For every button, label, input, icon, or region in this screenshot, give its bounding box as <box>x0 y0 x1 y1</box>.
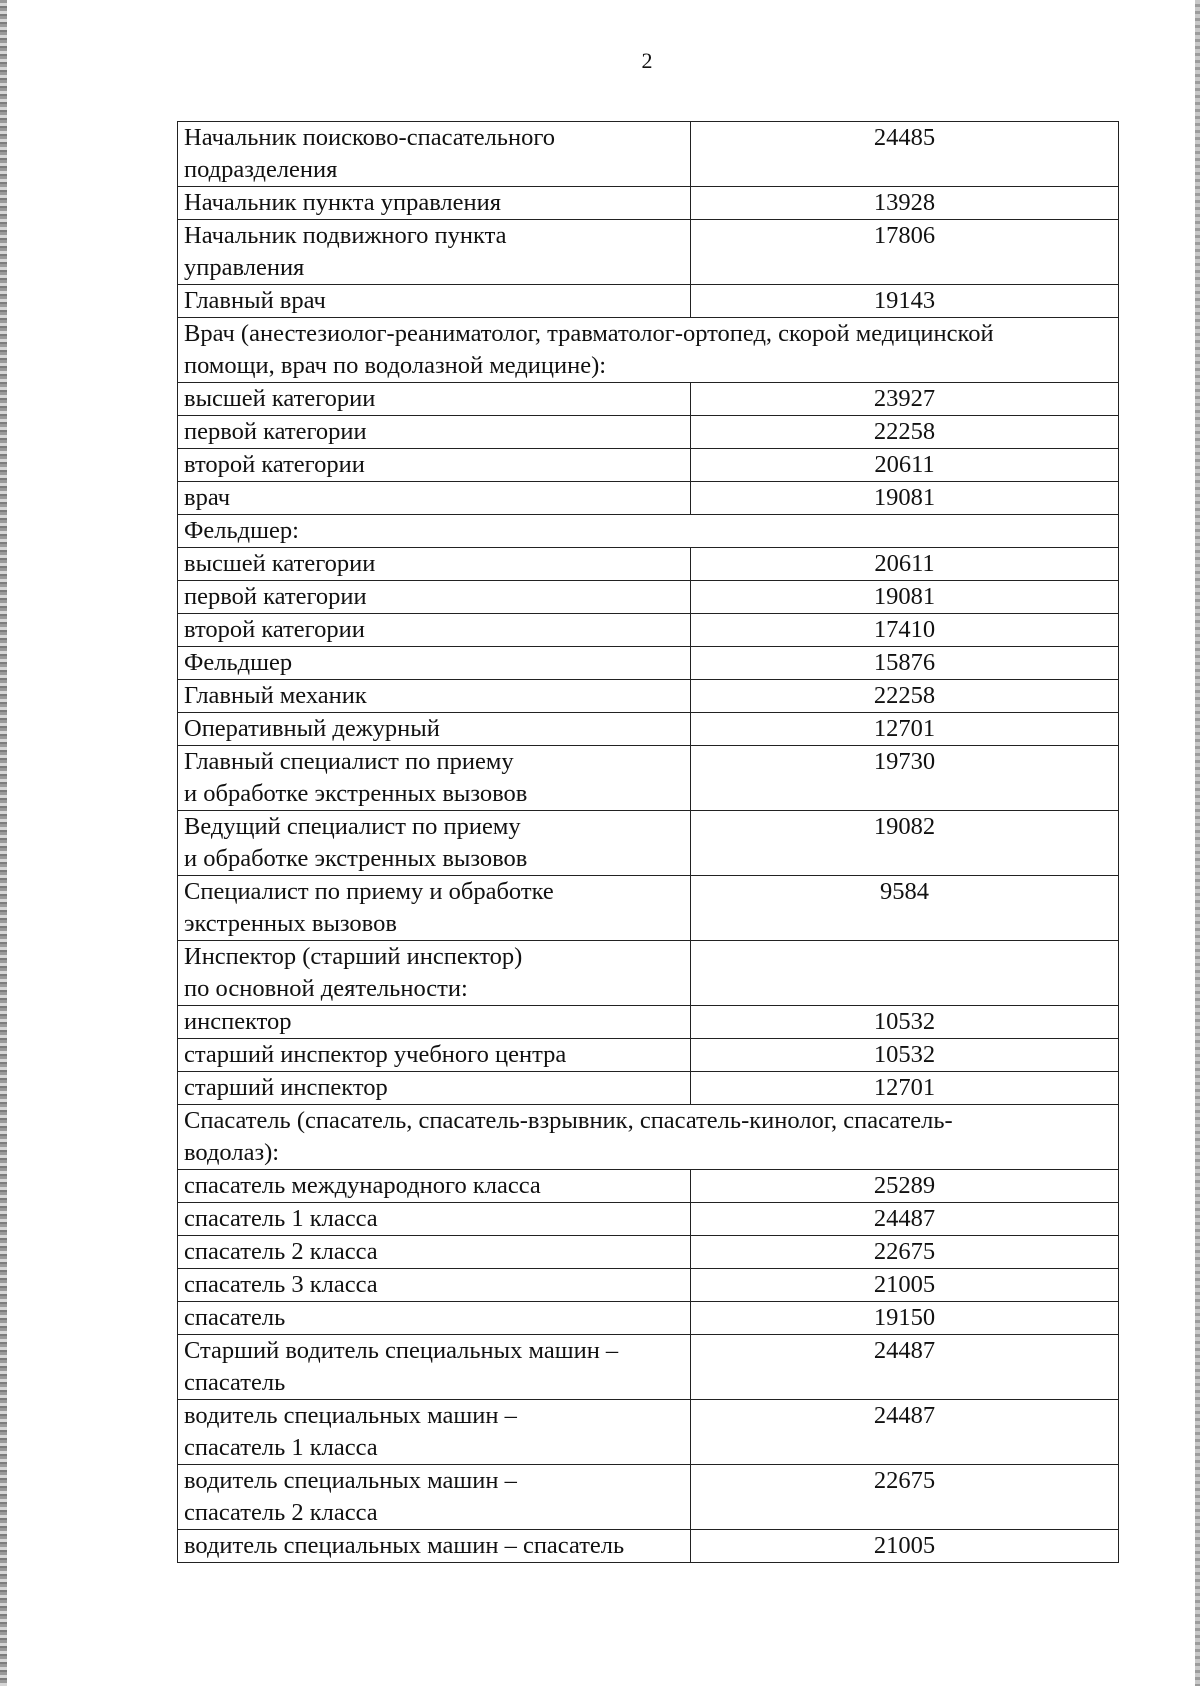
salary-value-cell: 22675 <box>691 1236 1119 1269</box>
position-name-line: водитель специальных машин – спасатель <box>184 1532 625 1559</box>
table-row <box>178 449 1119 482</box>
salary-value-cell: 24487 <box>691 1203 1119 1236</box>
table-row <box>178 713 1119 746</box>
position-name-line: Оперативный дежурный <box>184 715 440 742</box>
salary-value-cell: 19143 <box>691 285 1119 318</box>
position-name-cell <box>178 482 691 515</box>
table-row <box>178 680 1119 713</box>
position-name-line: старший инспектор учебного центра <box>184 1041 567 1068</box>
position-name-cell <box>178 1039 691 1072</box>
table-section-heading <box>178 1105 1119 1170</box>
table-section-heading <box>178 515 1119 548</box>
position-name-line: Старший водитель специальных машин – <box>184 1337 619 1364</box>
position-name-cell <box>178 1530 691 1563</box>
position-name-line: спасатель <box>184 1304 286 1331</box>
salary-value-cell: 23927 <box>691 383 1119 416</box>
salary-value-cell: 12701 <box>691 1072 1119 1105</box>
salary-value-cell: 17410 <box>691 614 1119 647</box>
position-name-cell <box>178 416 691 449</box>
table-row <box>178 1006 1119 1039</box>
table-row <box>178 614 1119 647</box>
salary-value-cell: 10532 <box>691 1039 1119 1072</box>
position-name-line: управления <box>184 254 305 281</box>
salary-table <box>177 121 1119 1563</box>
position-name-line: Врач (анестезиолог-реаниматолог, травматолог-ортопед, скорой медицинской <box>184 320 994 347</box>
position-name-line: второй категории <box>184 451 365 478</box>
table-row <box>178 647 1119 680</box>
position-name-line: Главный специалист по приему <box>184 748 514 775</box>
position-name-cell <box>178 811 691 876</box>
position-name-line: водитель специальных машин – <box>184 1402 517 1429</box>
position-name-cell <box>178 122 691 187</box>
salary-value-cell: 19082 <box>691 811 1119 876</box>
table-row <box>178 1039 1119 1072</box>
table-row <box>178 1236 1119 1269</box>
position-name-line: спасатель 2 класса <box>184 1238 378 1265</box>
table-row <box>178 1465 1119 1530</box>
position-name-cell <box>178 746 691 811</box>
salary-value-cell: 13928 <box>691 187 1119 220</box>
position-name-cell <box>178 1465 691 1530</box>
position-name-line: Фельдшер <box>184 649 293 676</box>
position-name-cell <box>178 1335 691 1400</box>
position-name-cell <box>178 1203 691 1236</box>
position-name-line: высшей категории <box>184 550 376 577</box>
salary-value-cell: 19150 <box>691 1302 1119 1335</box>
position-name-line: Инспектор (старший инспектор) <box>184 943 523 970</box>
salary-value-cell: 20611 <box>691 449 1119 482</box>
position-name-line: спасатель <box>184 1369 286 1396</box>
salary-value-cell: 22675 <box>691 1465 1119 1530</box>
table-row <box>178 122 1119 187</box>
position-name-line: высшей категории <box>184 385 376 412</box>
position-name-line: первой категории <box>184 418 367 445</box>
salary-value-cell: 12701 <box>691 713 1119 746</box>
section-heading-cell <box>178 1105 1119 1170</box>
position-name-cell <box>178 285 691 318</box>
table-row <box>178 581 1119 614</box>
salary-value-cell: 21005 <box>691 1530 1119 1563</box>
position-name-cell <box>178 187 691 220</box>
position-name-line: спасатель международного класса <box>184 1172 541 1199</box>
table-row <box>178 811 1119 876</box>
position-name-line: первой категории <box>184 583 367 610</box>
position-name-line: врач <box>184 484 231 511</box>
table-row <box>178 383 1119 416</box>
scan-edge-right <box>1195 0 1200 1686</box>
salary-value-cell: 19730 <box>691 746 1119 811</box>
position-name-line: водолаз): <box>184 1139 280 1166</box>
position-name-line: по основной деятельности: <box>184 975 468 1002</box>
table-row <box>178 187 1119 220</box>
section-heading-cell <box>178 318 1119 383</box>
position-name-cell <box>178 1269 691 1302</box>
table-row <box>178 1072 1119 1105</box>
position-name-line: Начальник поисково-спасательного <box>184 124 556 151</box>
position-name-cell <box>178 581 691 614</box>
salary-value-cell: 24487 <box>691 1335 1119 1400</box>
position-name-line: водитель специальных машин – <box>184 1467 517 1494</box>
salary-value-cell: 24485 <box>691 122 1119 187</box>
position-name-cell <box>178 1400 691 1465</box>
table-row <box>178 1335 1119 1400</box>
position-name-line: Спасатель (спасатель, спасатель-взрывник, спасатель-кинолог, спасатель- <box>184 1107 953 1134</box>
position-name-line: и обработке экстренных вызовов <box>184 780 528 807</box>
position-name-line: Начальник пункта управления <box>184 189 502 216</box>
position-name-line: спасатель 2 класса <box>184 1499 378 1526</box>
position-name-line: Начальник подвижного пункта <box>184 222 507 249</box>
position-name-line: и обработке экстренных вызовов <box>184 845 528 872</box>
salary-value-cell <box>691 941 1119 1006</box>
position-name-line: спасатель 3 класса <box>184 1271 378 1298</box>
position-name-cell <box>178 1072 691 1105</box>
salary-value-cell: 20611 <box>691 548 1119 581</box>
salary-value-cell: 19081 <box>691 482 1119 515</box>
table-section-heading <box>178 318 1119 383</box>
table-row <box>178 941 1119 1006</box>
table-row <box>178 416 1119 449</box>
position-name-line: Главный врач <box>184 287 326 314</box>
salary-value-cell: 15876 <box>691 647 1119 680</box>
salary-value-cell: 19081 <box>691 581 1119 614</box>
salary-value-cell: 24487 <box>691 1400 1119 1465</box>
table-row <box>178 746 1119 811</box>
position-name-line: спасатель 1 класса <box>184 1434 378 1461</box>
position-name-line: Специалист по приему и обработке <box>184 878 554 905</box>
position-name-cell <box>178 647 691 680</box>
position-name-cell <box>178 713 691 746</box>
position-name-cell <box>178 383 691 416</box>
position-name-line: Фельдшер: <box>184 517 299 544</box>
position-name-cell <box>178 680 691 713</box>
salary-value-cell: 10532 <box>691 1006 1119 1039</box>
table-row <box>178 1302 1119 1335</box>
table-row <box>178 1400 1119 1465</box>
position-name-cell <box>178 1302 691 1335</box>
position-name-cell <box>178 220 691 285</box>
position-name-line: подразделения <box>184 156 338 183</box>
position-name-line: помощи, врач по водолазной медицине): <box>184 352 607 379</box>
salary-value-cell: 17806 <box>691 220 1119 285</box>
salary-value-cell: 22258 <box>691 416 1119 449</box>
salary-value-cell: 25289 <box>691 1170 1119 1203</box>
table-row <box>178 1170 1119 1203</box>
table-row <box>178 548 1119 581</box>
position-name-cell <box>178 1006 691 1039</box>
position-name-line: Главный механик <box>184 682 367 709</box>
position-name-cell <box>178 548 691 581</box>
table-row <box>178 482 1119 515</box>
page-number: 2 <box>641 48 653 73</box>
table-row <box>178 1530 1119 1563</box>
position-name-cell <box>178 941 691 1006</box>
position-name-cell <box>178 614 691 647</box>
position-name-cell <box>178 1170 691 1203</box>
position-name-line: экстренных вызовов <box>184 910 397 937</box>
position-name-line: второй категории <box>184 616 365 643</box>
position-name-line: старший инспектор <box>184 1074 388 1101</box>
position-name-cell <box>178 449 691 482</box>
table-row <box>178 1203 1119 1236</box>
table-row <box>178 285 1119 318</box>
table-row <box>178 1269 1119 1302</box>
position-name-line: инспектор <box>184 1008 292 1035</box>
position-name-line: спасатель 1 класса <box>184 1205 378 1232</box>
position-name-cell <box>178 876 691 941</box>
position-name-line: Ведущий специалист по приему <box>184 813 521 840</box>
section-heading-cell <box>178 515 1119 548</box>
salary-value-cell: 9584 <box>691 876 1119 941</box>
salary-value-cell: 21005 <box>691 1269 1119 1302</box>
salary-value-cell: 22258 <box>691 680 1119 713</box>
table-row <box>178 876 1119 941</box>
table-row <box>178 220 1119 285</box>
position-name-cell <box>178 1236 691 1269</box>
scan-edge-left <box>0 0 7 1686</box>
